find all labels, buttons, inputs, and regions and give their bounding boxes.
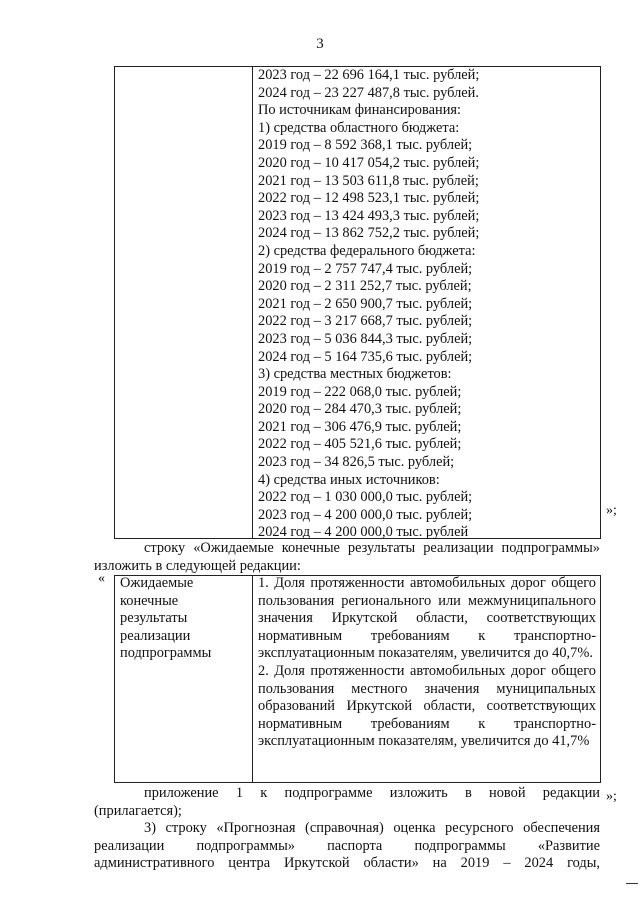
- results-table: [114, 575, 601, 783]
- funding-line: 2024 год – 23 227 487,8 тыс. рублей.: [258, 84, 479, 101]
- opening-quote-2: «: [98, 571, 105, 586]
- page-number: 3: [316, 36, 324, 52]
- funding-line: 2022 год – 3 217 668,7 тыс. рублей;: [258, 313, 473, 330]
- paragraph-2-line-1: приложение 1 к подпрограмме изложить в новой редакции: [144, 785, 600, 801]
- funding-line: 2021 год – 13 503 611,8 тыс. рублей;: [258, 172, 479, 189]
- funding-line: 2023 год – 13 424 493,3 тыс. рублей;: [258, 207, 480, 224]
- funding-lines: [258, 67, 598, 542]
- funding-line: 2020 год – 284 470,3 тыс. рублей;: [258, 401, 462, 418]
- funding-line: 2019 год – 2 757 747,4 тыс. рублей;: [258, 260, 473, 277]
- corner-mark: [626, 883, 638, 884]
- column-divider: [252, 67, 253, 538]
- funding-line: 4) средства иных источников:: [258, 471, 440, 488]
- funding-table: [114, 66, 601, 539]
- funding-line: 2024 год – 5 164 735,6 тыс. рублей;: [258, 348, 473, 365]
- paragraph-2-line-2: (прилагается);: [94, 802, 182, 819]
- funding-line: 2023 год – 22 696 164,1 тыс. рублей;: [258, 67, 480, 83]
- funding-line: 2) средства федерального бюджета:: [258, 242, 476, 259]
- funding-line: 2019 год – 222 068,0 тыс. рублей;: [258, 383, 462, 400]
- results-content: [258, 575, 596, 751]
- closing-quote-2: »;: [606, 789, 617, 804]
- result-item-2: 2. Доля протяженности автомобильных дорог общего пользования местного значения муниципальных образований Иркутской области, соответствующих нормативным требованиям к транспортно-эксплуатационным показателям, увеличится до 41,7%: [258, 662, 596, 750]
- funding-line: 2019 год – 8 592 368,1 тыс. рублей;: [258, 137, 473, 154]
- funding-line: 1) средства областного бюджета:: [258, 119, 460, 136]
- funding-line: По источникам финансирования:: [258, 102, 462, 119]
- funding-line: 2023 год – 4 200 000,0 тыс. рублей;: [258, 506, 473, 523]
- paragraph-3: [94, 820, 600, 873]
- results-label: Ожидаемые конечные результаты реализации подпрограммы: [120, 575, 212, 662]
- funding-line: 2021 год – 306 476,9 тыс. рублей;: [258, 418, 462, 435]
- column-divider: [252, 576, 253, 782]
- funding-line: 2022 год – 405 521,6 тыс. рублей;: [258, 436, 462, 453]
- paragraph-1: строку «Ожидаемые конечные результаты реализации подпрограммы» изложить в следующей редакции:: [94, 540, 600, 574]
- result-item-1: 1. Доля протяженности автомобильных дорог общего пользования регионального или межмуниципального значения Иркутской области, соответствующих нормативным требованиям к транспортно-эксплуатационным показателям, увеличится до 40,7%.: [258, 575, 596, 662]
- funding-line: 2022 год – 12 498 523,1 тыс. рублей;: [258, 190, 480, 207]
- funding-line: 2021 год – 2 650 900,7 тыс. рублей;: [258, 295, 473, 312]
- closing-quote-1: »;: [606, 503, 617, 518]
- funding-line: 2022 год – 1 030 000,0 тыс. рублей;: [258, 489, 473, 506]
- funding-line: 2024 год – 13 862 752,2 тыс. рублей;: [258, 225, 480, 242]
- funding-line: 2020 год – 2 311 252,7 тыс. рублей;: [258, 278, 472, 295]
- funding-line: 2023 год – 5 036 844,3 тыс. рублей;: [258, 330, 473, 347]
- paragraph-3-line-1: 3) строку «Прогнозная (справочная) оценка ресурсного обеспечения: [144, 820, 600, 836]
- funding-line: 2024 год – 4 200 000,0 тыс. рублей: [258, 524, 469, 541]
- funding-line: 2023 год – 34 826,5 тыс. рублей;: [258, 454, 455, 471]
- paragraph-2: [94, 785, 600, 820]
- funding-line: 3) средства местных бюджетов:: [258, 366, 452, 383]
- paragraph-3-line-3: административного центра Иркутской области» на 2019 – 2024 годы,: [94, 855, 600, 872]
- funding-line: 2020 год – 10 417 054,2 тыс. рублей;: [258, 154, 480, 171]
- paragraph-3-line-2: реализации подпрограммы» паспорта подпрограммы «Развитие: [94, 837, 600, 854]
